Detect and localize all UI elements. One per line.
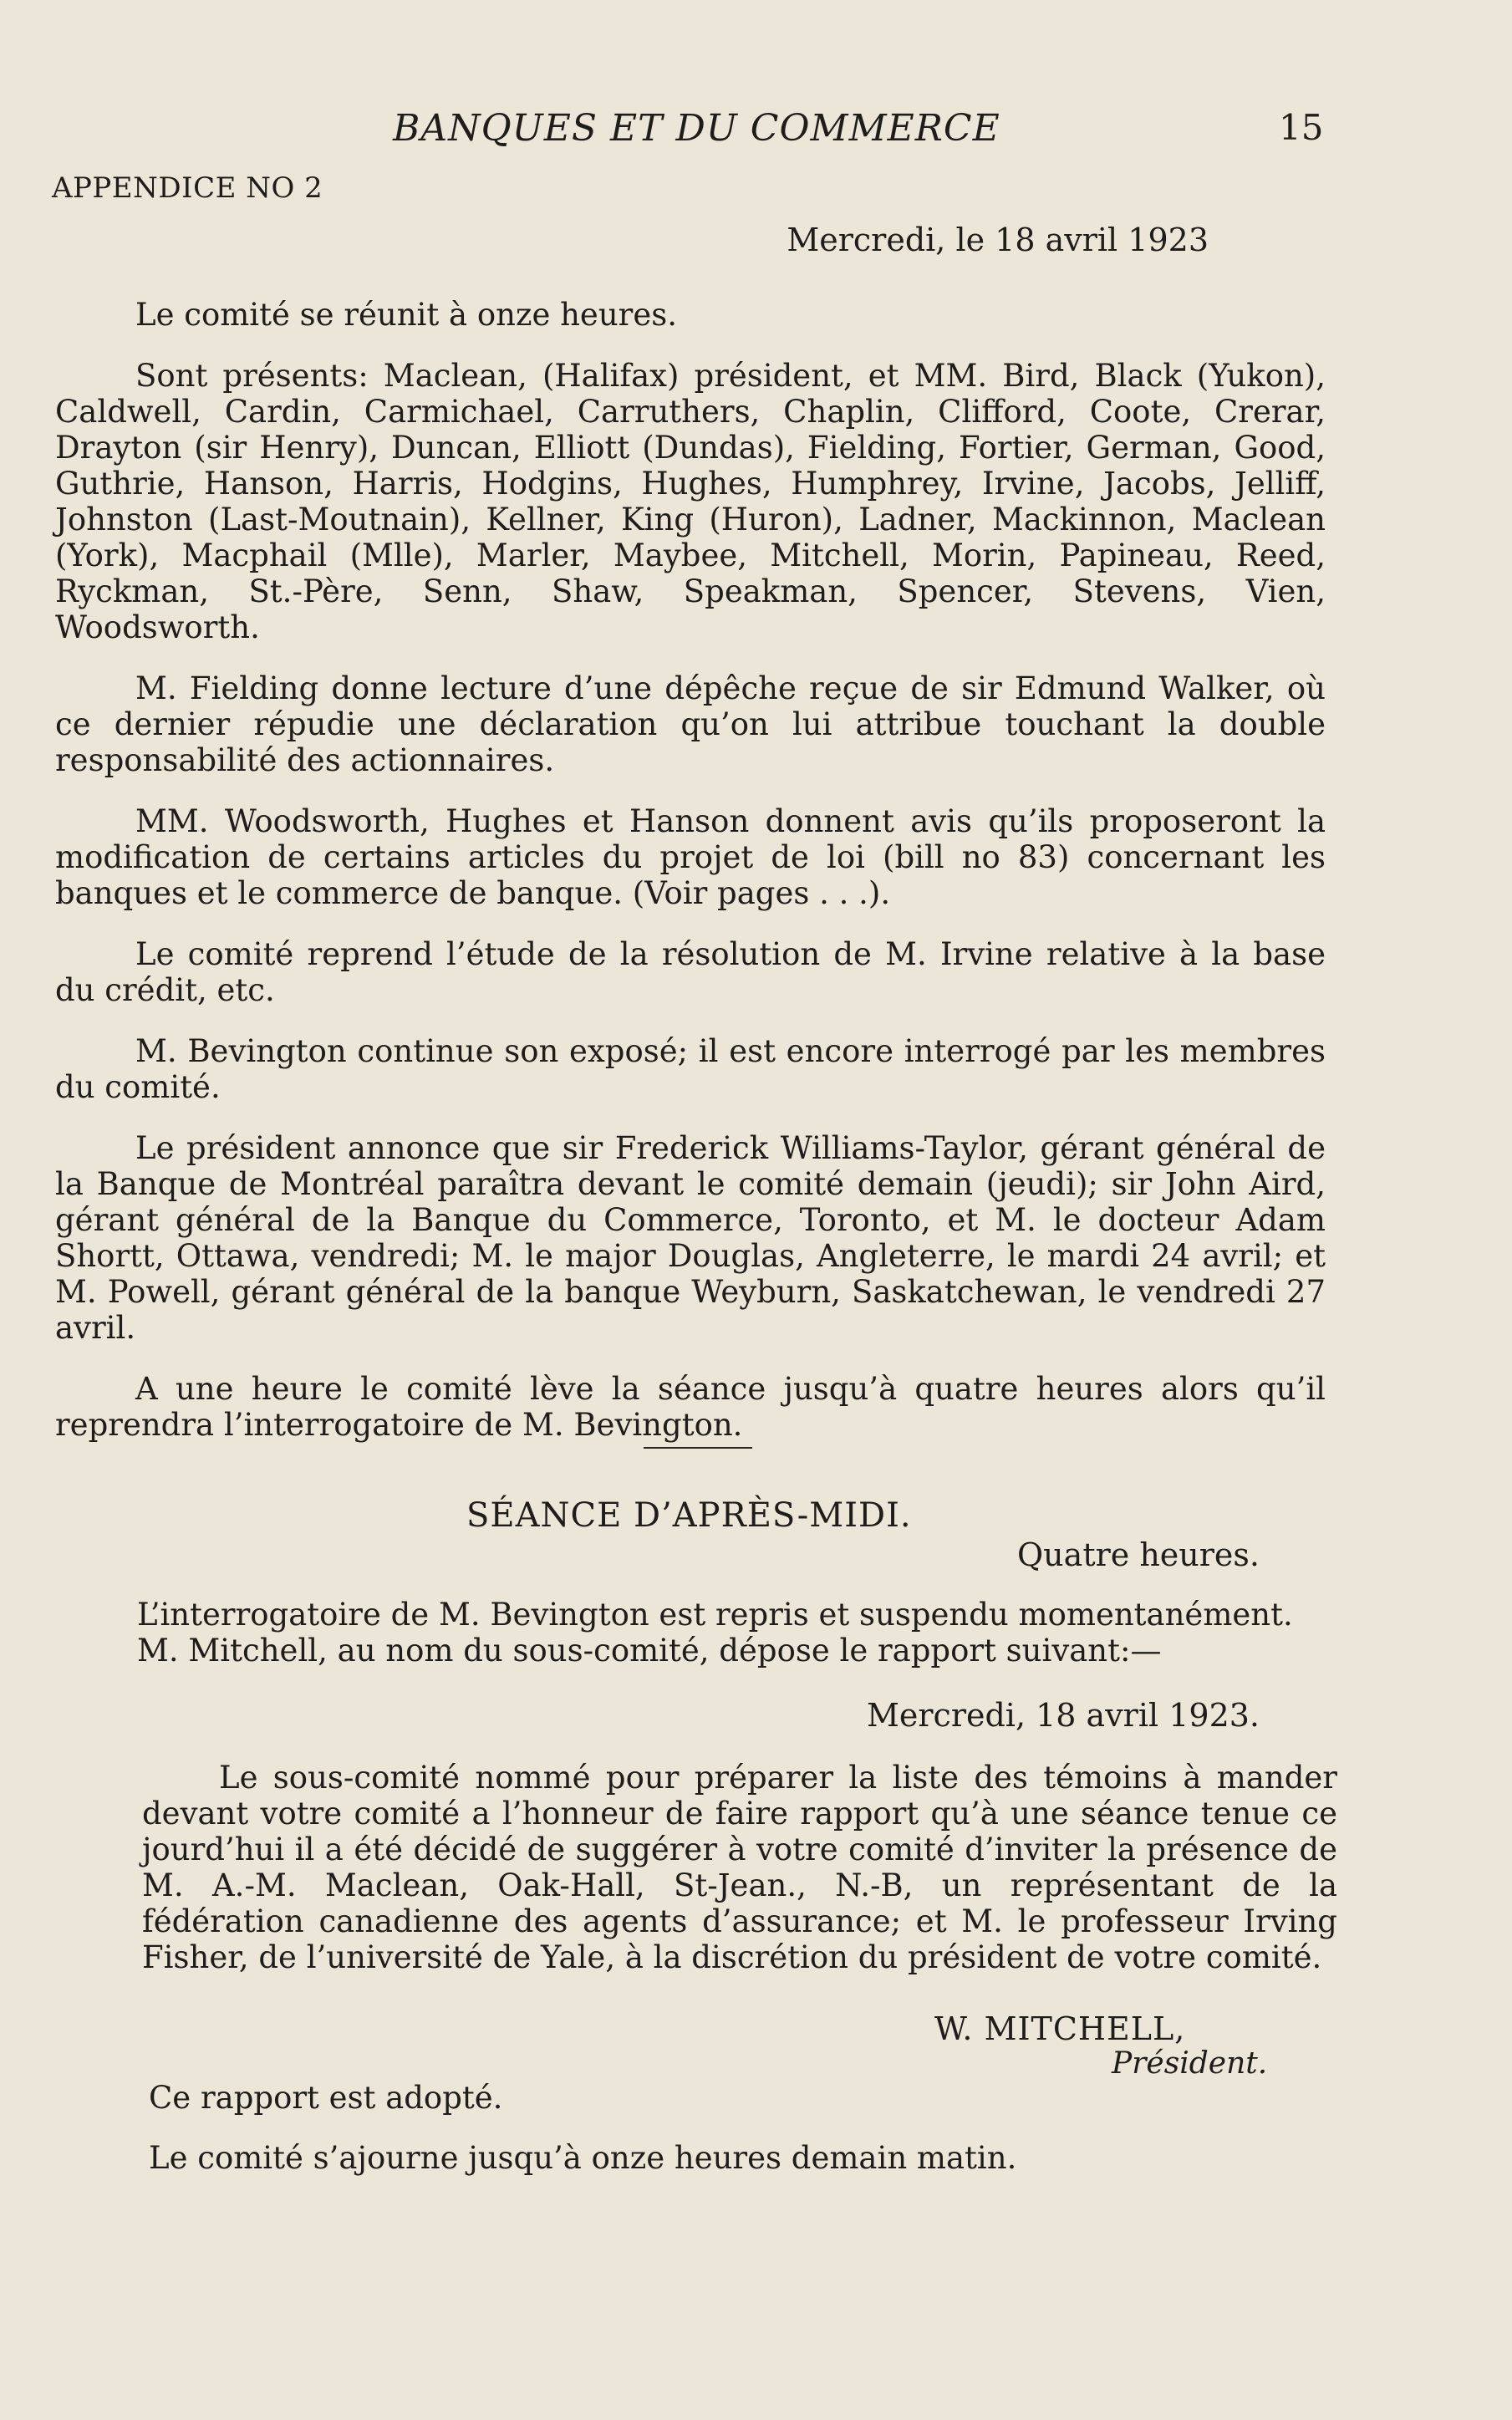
appendix-label: APPENDICE NO 2 <box>52 171 323 205</box>
report-paragraph: Le sous-comité nommé pour préparer la liste des témoins à mander devant votre comité a l’honneur de faire rapport qu’à une séance tenue ce jourd’hui il a été décidé de suggérer à votre comité d’inviter la présence de M. A.-M. Maclean, Oak-Hall, St-Jean., N.-B, un représentant de la fédération canadienne des agents d’assurance; et M. le professeur Irving Fisher, de l’université de Yale, à la discrétion du président de votre comité. <box>142 1760 1337 1975</box>
session-date: Mercredi, le 18 avril 1923 <box>787 222 1209 258</box>
afternoon-minutes <box>137 1597 1332 1669</box>
afternoon-time: Quatre heures. <box>1017 1536 1260 1573</box>
signature-name: W. MITCHELL, <box>934 2010 1186 2047</box>
subcommittee-report <box>142 1760 1337 1975</box>
page-number: 15 <box>1279 107 1324 148</box>
paragraph: Le comité reprend l’étude de la résolution de M. Irvine relative à la base du crédit, etc. <box>55 936 1326 1008</box>
paragraph: Le comité se réunit à onze heures. <box>135 297 677 333</box>
section-divider <box>644 1447 752 1449</box>
paragraph: Sont présents: Maclean, (Halifax) président, et MM. Bird, Black (Yukon), Caldwell, Cardin, Carmichael, Carruthers, Chaplin, Clifford, Coote, Crerar, Drayton (sir Henry), Duncan, Elliott (Dundas), Fielding, Fortier, German, Good, Guthrie, Hanson, Harris, Hodgins, Hughes, Humphrey, Irvine, Jacobs, Jelliff, Johnston (Last-Moutnain), Kellner, King (Huron), Ladner, Mackinnon, Maclean (York), Macphail (Mlle), Marler, Maybee, Mitchell, Morin, Papineau, Reed, Ryckman, St.-Père, Senn, Shaw, Speakman, Spencer, Stevens, Vien, Woodsworth. <box>55 358 1326 645</box>
paragraph: M. Bevington continue son exposé; il est encore interrogé par les membres du comité. <box>55 1033 1326 1105</box>
paragraph: M. Fielding donne lecture d’une dépêche reçue de sir Edmund Walker, où ce dernier répudie une déclaration qu’on lui attribue touchant la double responsabilité des actionnaires. <box>55 670 1326 778</box>
running-head: BANQUES ET DU COMMERCE <box>393 107 1000 150</box>
closing-adjourned: Le comité s’ajourne jusqu’à onze heures demain matin. <box>149 2140 1017 2176</box>
closing-adopted: Ce rapport est adopté. <box>149 2080 503 2116</box>
report-date: Mercredi, 18 avril 1923. <box>866 1697 1260 1734</box>
signature-title: Président. <box>1112 2046 1268 2081</box>
paragraph: Le président annonce que sir Frederick Williams-Taylor, gérant général de la Banque de Montréal paraîtra devant le comité demain (jeudi); sir John Aird, gérant général de la Banque du Commerce, Toronto, et M. le docteur Adam Shortt, Ottawa, vendredi; M. le major Douglas, Angleterre, le mardi 24 avril; et M. Powell, gérant général de la banque Weyburn, Saskatchewan, le vendredi 27 avril. <box>55 1130 1326 1346</box>
paragraph: MM. Woodsworth, Hughes et Hanson donnent avis qu’ils proposeront la modification de certains articles du projet de loi (bill no 83) concernant les banques et le commerce de banque. (Voir pages . . .). <box>55 803 1326 911</box>
paragraph: A une heure le comité lève la séance jusqu’à quatre heures alors qu’il reprendra l’interrogatoire de M. Bevington. <box>55 1371 1326 1443</box>
paragraph: M. Mitchell, au nom du sous-comité, dépose le rapport suivant:— <box>137 1633 1162 1669</box>
morning-minutes <box>55 297 1326 1468</box>
paragraph: L’interrogatoire de M. Bevington est repris et suspendu momentanément. <box>137 1597 1293 1633</box>
afternoon-title: SÉANCE D’APRÈS-MIDI. <box>466 1496 912 1535</box>
